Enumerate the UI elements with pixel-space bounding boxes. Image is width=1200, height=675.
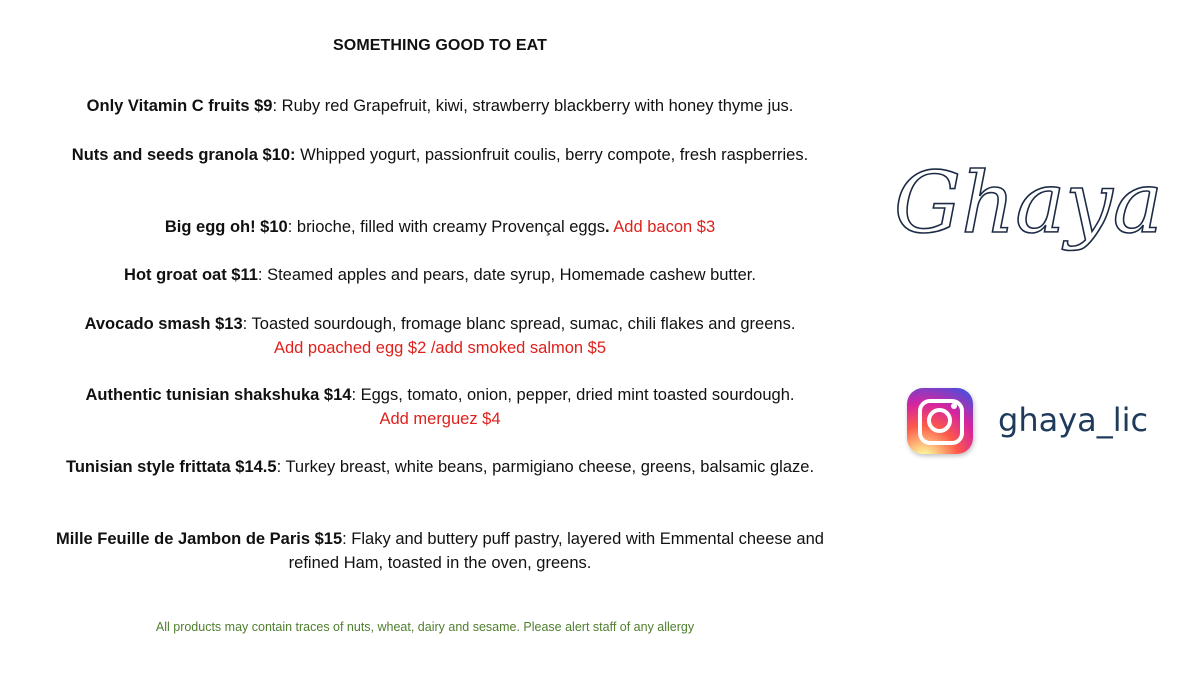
item-name: Tunisian style frittata $14.5 — [65, 458, 277, 476]
menu-item — [10, 94, 870, 118]
brand-logo — [890, 140, 1195, 280]
instagram-icon-dot — [951, 403, 957, 409]
instagram-icon-lens — [927, 408, 952, 433]
item-description: : Eggs, tomato, onion, pepper, dried mint toasted sourdough. — [351, 386, 795, 404]
menu-item — [10, 312, 870, 360]
item-name: Nuts and seeds granola $10: — [71, 146, 296, 164]
item-description: Whipped yogurt, passionfruit coulis, berry compote, fresh raspberries. — [295, 146, 809, 164]
menu-item — [10, 527, 870, 575]
menu-item — [10, 263, 870, 287]
menu-item — [10, 143, 870, 167]
item-addon: Add poached egg $2 /add smoked salmon $5 — [273, 339, 607, 357]
item-description: : Steamed apples and pears, date syrup, Homemade cashew butter. — [257, 266, 756, 284]
logo-signature — [890, 140, 1195, 280]
item-description: : Flaky and buttery puff pastry, layered with Emmental cheese and refined Ham, toasted in the oven, greens. — [288, 530, 824, 572]
item-addon: Add merguez $4 — [379, 410, 501, 428]
item-name: Only Vitamin C fruits $9 — [86, 97, 273, 115]
instagram-icon[interactable] — [907, 388, 973, 454]
item-name: Hot groat oat $11 — [124, 266, 258, 284]
logo-text: Ghaya — [894, 154, 1163, 252]
item-description: : Toasted sourdough, fromage blanc spread, sumac, chili flakes and greens. — [242, 315, 796, 333]
item-addon: Add bacon $3 — [609, 218, 716, 236]
item-description: : brioche, filled with creamy Provençal eggs — [287, 218, 606, 236]
menu-title: SOMETHING GOOD TO EAT — [333, 37, 547, 54]
item-description: : Turkey breast, white beans, parmigiano cheese, greens, balsamic glaze. — [276, 458, 815, 476]
menu-item — [10, 455, 870, 479]
item-name: Big egg oh! $10 — [164, 218, 288, 236]
item-name: Avocado smash $13 — [84, 315, 243, 333]
item-separator: . — [605, 218, 610, 236]
item-description: : Ruby red Grapefruit, kiwi, strawberry blackberry with honey thyme jus. — [272, 97, 794, 115]
allergy-note: All products may contain traces of nuts, wheat, dairy and sesame. Please alert staff of any allergy — [155, 620, 695, 634]
item-name: Mille Feuille de Jambon de Paris $15 — [56, 530, 343, 548]
menu-item — [10, 215, 870, 239]
item-name: Authentic tunisian shakshuka $14 — [85, 386, 352, 404]
instagram-handle[interactable]: ghaya_lic — [998, 401, 1149, 439]
menu-item — [10, 383, 870, 431]
